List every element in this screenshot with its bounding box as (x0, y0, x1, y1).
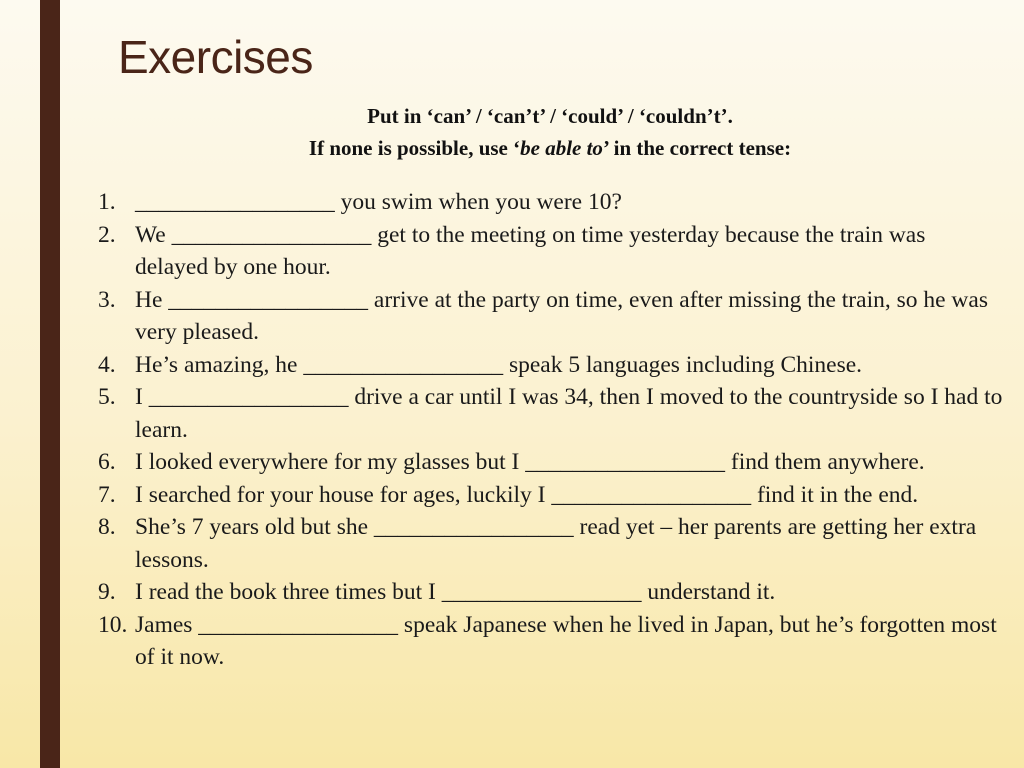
instruction-line-2 (60, 132, 1024, 164)
instruction-text-before: If none is possible, use ‘ (308, 136, 521, 160)
slide-title: Exercises (118, 31, 313, 83)
exercise-item (98, 609, 1003, 674)
exercise-text: _________________ you swim when you were 10? (135, 189, 622, 215)
exercise-text: We _________________ get to the meeting on time yesterday because the train was delayed by one hour. (135, 221, 926, 280)
exercise-number: 9. (98, 579, 116, 605)
exercise-number: 8. (98, 514, 116, 540)
exercise-text: She’s 7 years old but she _________________ read yet – her parents are getting her extra lessons. (135, 514, 977, 573)
exercise-item (98, 511, 1003, 576)
exercise-text: I _________________ drive a car until I was 34, then I moved to the countryside so I had to learn. (135, 384, 1003, 443)
instruction-text-after: ’ in the correct tense: (602, 136, 792, 160)
instructions (60, 100, 1024, 164)
exercise-item (98, 219, 1003, 284)
exercise-text: I looked everywhere for my glasses but I _________________ find them anywhere. (135, 449, 925, 475)
exercise-text: He _________________ arrive at the party on time, even after missing the train, so he was very pleased. (135, 286, 988, 345)
exercise-item (98, 186, 1003, 219)
instruction-line-1: Put in ‘can’ / ‘can’t’ / ‘could’ / ‘couldn’t’. (367, 104, 733, 128)
exercise-number: 5. (98, 384, 116, 410)
left-accent-bar (40, 0, 60, 768)
exercise-text: James _________________ speak Japanese when he lived in Japan, but he’s forgotten most of it now. (135, 611, 997, 670)
exercise-item (98, 576, 1003, 609)
exercise-text: He’s amazing, he _________________ speak 5 languages including Chinese. (135, 351, 863, 378)
exercise-text: I read the book three times but I _________________ understand it. (135, 579, 776, 605)
exercise-number: 4. (98, 351, 116, 378)
exercise-item (98, 446, 1003, 479)
exercise-number: 10. (98, 611, 128, 638)
exercise-item (98, 479, 1003, 512)
exercise-number: 6. (98, 449, 116, 475)
instruction-emphasis: be able to (520, 136, 603, 160)
exercise-item (98, 381, 1003, 446)
exercise-item (98, 284, 1003, 349)
exercise-text: I searched for your house for ages, luckily I _________________ find it in the end. (135, 481, 919, 508)
exercise-number: 2. (98, 221, 116, 248)
exercise-list (98, 186, 1003, 674)
exercise-number: 7. (98, 481, 116, 508)
exercise-item (98, 349, 1003, 382)
exercise-number: 3. (98, 286, 116, 313)
exercise-number: 1. (98, 189, 116, 215)
